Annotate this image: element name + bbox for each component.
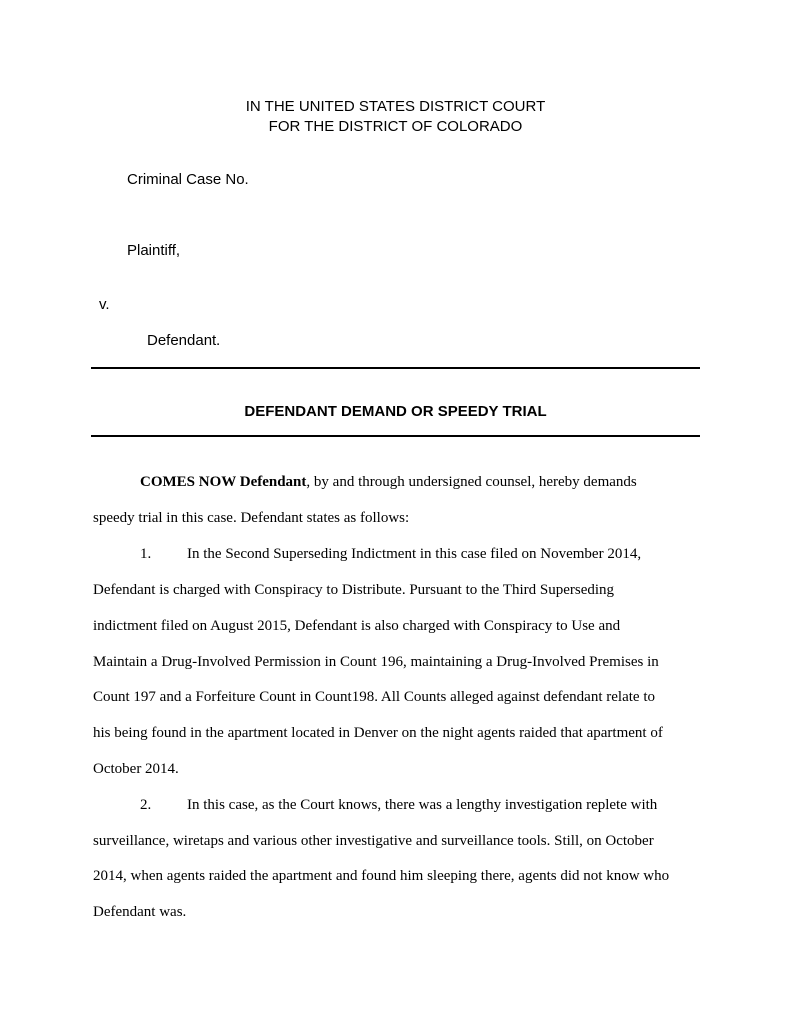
document-title: DEFENDANT DEMAND OR SPEEDY TRIAL [244, 403, 547, 420]
intro-line-1-rest: , by and through undersigned counsel, hereby demands [306, 474, 637, 490]
court-name-line2: FOR THE DISTRICT OF COLORADO [268, 118, 523, 135]
caption-top-rule [91, 367, 700, 369]
paragraph-1-line: Defendant is charged with Conspiracy to Distribute. Pursuant to the Third Superseding [93, 582, 615, 598]
paragraph-1-line: In the Second Superseding Indictment in this case filed on November 2014, [187, 546, 642, 562]
court-name-line1: IN THE UNITED STATES DISTRICT COURT [245, 98, 546, 115]
defendant-label [147, 332, 220, 350]
plaintiff-label: Plaintiff, [127, 242, 181, 259]
paragraph-2-line: Defendant was. [93, 904, 187, 920]
intro-line-1 [140, 474, 637, 491]
versus-label: v. [99, 296, 110, 313]
paragraph-1-line: Count 197 and a Forfeiture Count in Count198. All Counts alleged against defendant relate to [93, 689, 655, 705]
paragraph-2-line: 2014, when agents raided the apartment and found him sleeping there, agents did not know who [93, 868, 670, 884]
caption-bottom-rule [91, 435, 700, 437]
case-number-label: Criminal Case No. [127, 171, 249, 188]
intro-bold-lead: COMES NOW Defendant [140, 474, 307, 490]
paragraph-1-number: 1. [140, 546, 152, 562]
paragraph-1-line: Maintain a Drug-Involved Permission in Count 196, maintaining a Drug-Involved Premises in [93, 654, 659, 670]
intro-line-2: speedy trial in this case. Defendant states as follows: [93, 510, 410, 526]
paragraph-2-line: surveillance, wiretaps and various other investigative and surveillance tools. Still, on October [93, 833, 654, 849]
paragraph-2-line: In this case, as the Court knows, there was a lengthy investigation replete with [187, 797, 658, 813]
defendant-word: Defendant [147, 332, 217, 349]
paragraph-1-line: indictment filed on August 2015, Defendant is also charged with Conspiracy to Use and [93, 618, 621, 634]
paragraph-1-line: his being found in the apartment located in Denver on the night agents raided that apartment of [93, 725, 663, 741]
paragraph-2-number: 2. [140, 797, 152, 813]
defendant-period: . [216, 333, 220, 349]
paragraph-1-line: October 2014. [93, 761, 179, 777]
